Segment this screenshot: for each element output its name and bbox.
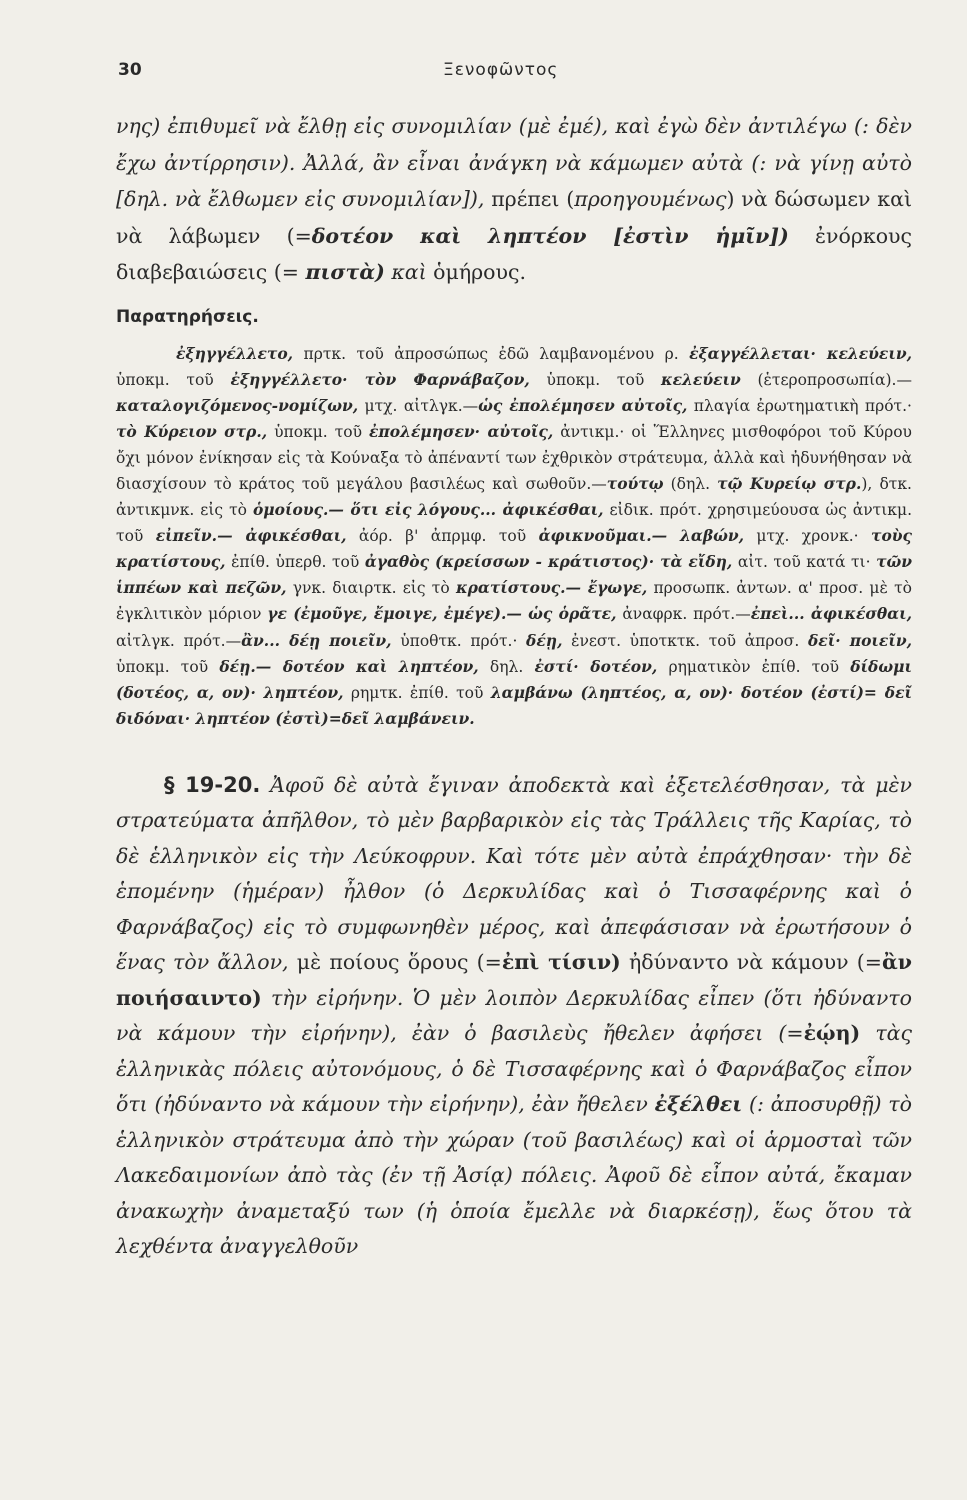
text-run: (δηλ. (663, 474, 718, 493)
text-run: ἐνόρκους διαβεβαιώσεις (= (116, 223, 912, 284)
text-run: ἐπὶ τίσιν) (501, 950, 621, 975)
text-run: ἀντικμ.· οἱ Ἕλληνες μισθοφόροι τοῦ Κύρου ὄχι μόνον ἐνίκησαν εἰς τὰ Κούναξα τὸ ἀπέναντί των ἐχθρικὸν στράτευμα, ἀλλὰ καὶ ἠδυνήθησαν νὰ διασχίσουν τὸ κράτος τοῦ μεγάλου βασιλέως καὶ σωθοῦν.— (116, 422, 912, 493)
text-run: ἐπίθ. ὑπερθ. τοῦ (225, 553, 365, 572)
text-run: Ἀλλά, ἂν εἶναι ἀνάγκη νὰ κάμωμεν αὐτὰ (: νὰ γίνῃ αὐτὸ [δηλ. νὰ ἔλθωμεν εἰς συνομιλίαν]), (116, 150, 912, 211)
text-run: γνκ. διαιρτκ. εἰς τὸ (286, 579, 456, 598)
note-term: ἐξηγγέλλετο· τὸν Φαρνάβαζον, (230, 369, 530, 389)
text-run: πλαγία ἐρωτηματικὴ πρότ.· (687, 396, 912, 415)
text-run: ὑποκμ. τοῦ (116, 370, 231, 389)
note-term: δέῃ.— δοτέον καὶ ληπτέον, (219, 656, 479, 676)
text-run: ρημτκ. ἐπίθ. τοῦ (343, 683, 491, 702)
note-term: ἀφικνοῦμαι.— λαβών, (538, 526, 745, 546)
note-term: τούτῳ (606, 473, 664, 493)
text-run: μτχ. αἰτλγκ.— (358, 396, 479, 415)
note-term: καταλογιζόμενος-νομίζων, (116, 395, 359, 415)
text-run: ἀόρ. β' ἀπρμφ. τοῦ (346, 527, 539, 546)
note-term: δίδωμι (δοτέος, α, ον)· ληπτέον, (116, 656, 912, 702)
text-run: ἀναφρκ. πρότ.— (616, 605, 751, 624)
text-run: δηλ. (478, 657, 535, 676)
page-header (118, 60, 918, 90)
text-run: δοτέον καὶ ληπτέον [ἐστὶν ἡμῖν]) (311, 223, 789, 248)
text-run: τὴν εἰρήνην. Ὁ μὲν λοιπὸν Δερκυλίδας εἶπεν (ὅτι ἠδύναντο νὰ κάμουν τὴν εἰρήνην), ἐὰν ὁ βασιλεὺς (116, 985, 912, 1046)
note-term: ἐπολέμησεν· αὐτοῖς, (369, 421, 554, 441)
translation-paragraph (116, 108, 912, 291)
note-term: τοὺς κρατίστους, (116, 526, 912, 572)
note-term: δεῖ· ποιεῖν, (807, 630, 912, 650)
note-term: ἂν... δέῃ ποιεῖν, (241, 630, 392, 650)
note-term: ἐπεὶ... ἀφικέσθαι, (750, 604, 913, 624)
text-run: ), δτκ. ἀντικμνκ. εἰς τὸ (116, 474, 912, 520)
text-run: προσωπκ. ἀντων. α' προσ. μὲ τὸ ἐγκλιτικὸν μόριον (116, 579, 912, 624)
text-run: ὑποκμ. τοῦ (267, 422, 369, 441)
text-run: ἤθελεν ἀφήσει (= (587, 1021, 804, 1046)
text-run: πρέπει ( (484, 187, 575, 211)
text-run: ) νὰ δώσωμεν καὶ νὰ λάβωμεν (= (116, 187, 912, 248)
text-run: ὑποκμ. τοῦ (529, 370, 661, 389)
text-run: (ἑτεροπροσωπία).— (740, 370, 912, 389)
text-run: ἠδύναντο νὰ κάμουν (= (620, 950, 882, 975)
text-run: μτχ. χρονκ.· (744, 527, 872, 546)
note-term: ἐξαγγέλλεται· κελεύειν, (689, 343, 912, 363)
text-run: πρτκ. τοῦ ἀπροσώπως ἐδῶ λαμβανομένου ρ. (293, 344, 690, 363)
note-term: κελεύειν (661, 369, 741, 389)
running-title: Ξενοφῶντος (443, 60, 559, 80)
note-term: ἐστί· δοτέον, (534, 656, 658, 676)
text-run: καὶ (384, 260, 434, 284)
note-term: λαμβάνω (ληπτέος, α, ον)· δοτέον (ἐστί)= δεῖ διδόναι· ληπτέον (ἐστὶ)=δεῖ λαμβάνειν. (116, 682, 912, 728)
text-run: ἐῴη) (803, 1021, 861, 1046)
note-term: κρατίστους.— ἔγωγε, (455, 578, 648, 598)
text-run: ὑποκμ. τοῦ (116, 657, 220, 676)
note-term: ὡς ἐπολέμησεν αὐτοῖς, (478, 395, 688, 415)
page-body (116, 108, 912, 1265)
text-run: νης) ἐπιθυμεῖ νὰ ἔλθῃ εἰς συνομιλίαν (μὲ ἐμέ), καὶ ἐγὼ δὲν ἀντιλέγω (: δὲν ἔχω ἀντίρρησιν). (116, 114, 912, 175)
note-term: ἐξηγγέλλετο, (176, 343, 294, 363)
page-number: 30 (118, 60, 142, 80)
text-run: (: ἀποσυρθῇ) τὸ ἑλληνικὸν στράτευμα ἀπὸ τὴν χώραν (τοῦ βασιλέως) καὶ οἱ ἁρμοσταὶ τῶν Λακεδαιμονίων ἀπὸ τὰς (ἐν τῇ Ἀσίᾳ) πόλεις. Ἀφοῦ δὲ εἶπον αὐτά, ἔκαμαν ἀνακωχὴν ἀναμεταξύ των (ἡ ὁποία ἔμελλε νὰ διαρκέσῃ), ἕως ὅτου τὰ λεχθέντα ἀναγγελθοῦν (116, 1092, 912, 1259)
note-term: εἰπεῖν.— ἀφικέσθαι, (155, 526, 347, 546)
text-run: ρηματικὸν ἐπίθ. τοῦ (657, 657, 851, 676)
note-term: τῶν ἱππέων καὶ πεζῶν, (116, 552, 913, 598)
note-term: δέῃ, (526, 630, 563, 650)
section-number: § 19-20. (164, 772, 261, 797)
text-run: πιστὰ) (305, 260, 385, 284)
notes-heading: Παρατηρήσεις. (116, 306, 259, 327)
text-run: προηγουμένως (574, 187, 727, 211)
note-term: γε (ἐμοῦγε, ἔμοιγε, ἐμέγε).— ὡς ὁρᾶτε, (267, 604, 617, 624)
text-run: ἂν ποιήσαιντο) (116, 950, 912, 1010)
section-19-20 (116, 768, 912, 1265)
note-term: τὸ Κύρειον στρ., (116, 421, 268, 441)
note-term: ὁμοίους.— ὅτι εἰς λόγους... ἀφικέσθαι, (252, 500, 604, 520)
text-run: ὑποθτκ. πρότ.· (391, 631, 527, 650)
text-run: ἐνεστ. ὑποτκτκ. τοῦ ἀπροσ. (562, 631, 808, 650)
text-run: αἰτ. τοῦ κατά τι· (732, 553, 877, 572)
text-run: εἰδικ. πρότ. χρησιμεύουσα ὡς ἀντικμ. τοῦ (116, 501, 912, 546)
text-run: ἐξέλθει (654, 1092, 743, 1117)
text-run: ὁμήρους. (433, 260, 526, 284)
note-term: τῷ Κυρείῳ στρ. (717, 473, 862, 493)
notes-paragraph (116, 341, 912, 732)
text-run: τὰς ἑλληνικὰς πόλεις αὐτονόμους, ὁ δὲ Τισσαφέρνης καὶ ὁ Φαρνάβαζος εἶπον ὅτι (ἠδύναντο νὰ κάμουν τὴν εἰρήνην), ἐὰν ἤθελεν (116, 1021, 912, 1117)
text-run: αἰτλγκ. πρότ.— (116, 631, 242, 650)
text-run: μὲ ποίους ὅρους (= (288, 950, 502, 975)
note-term: ἀγαθὸς (κρείσσων - κράτιστος)· τὰ εἴδη, (364, 552, 733, 572)
text-run: Ἀφοῦ δὲ αὐτὰ ἔγιναν ἀποδεκτὰ καὶ ἐξετελέσθησαν, τὰ μὲν στρατεύματα ἀπῆλθον, τὸ μὲν βαρβαρικὸν εἰς τὰς Τράλλεις τῆς Καρίας, τὸ δὲ ἑλληνικὸν εἰς τὴν Λεύκοφρυν. Καὶ τότε μὲν αὐτὰ ἐπράχθησαν· τὴν δὲ ἑπομένην (ἡμέραν) ἦλθον (ὁ Δερκυλίδας καὶ ὁ Τισσαφέρνης καὶ ὁ Φαρνάβαζος) εἰς τὸ συμφωνηθὲν μέρος, καὶ ἀπεφάσισαν νὰ ἐρωτήσουν ὁ ἕνας τὸν ἄλλον, (116, 772, 912, 975)
